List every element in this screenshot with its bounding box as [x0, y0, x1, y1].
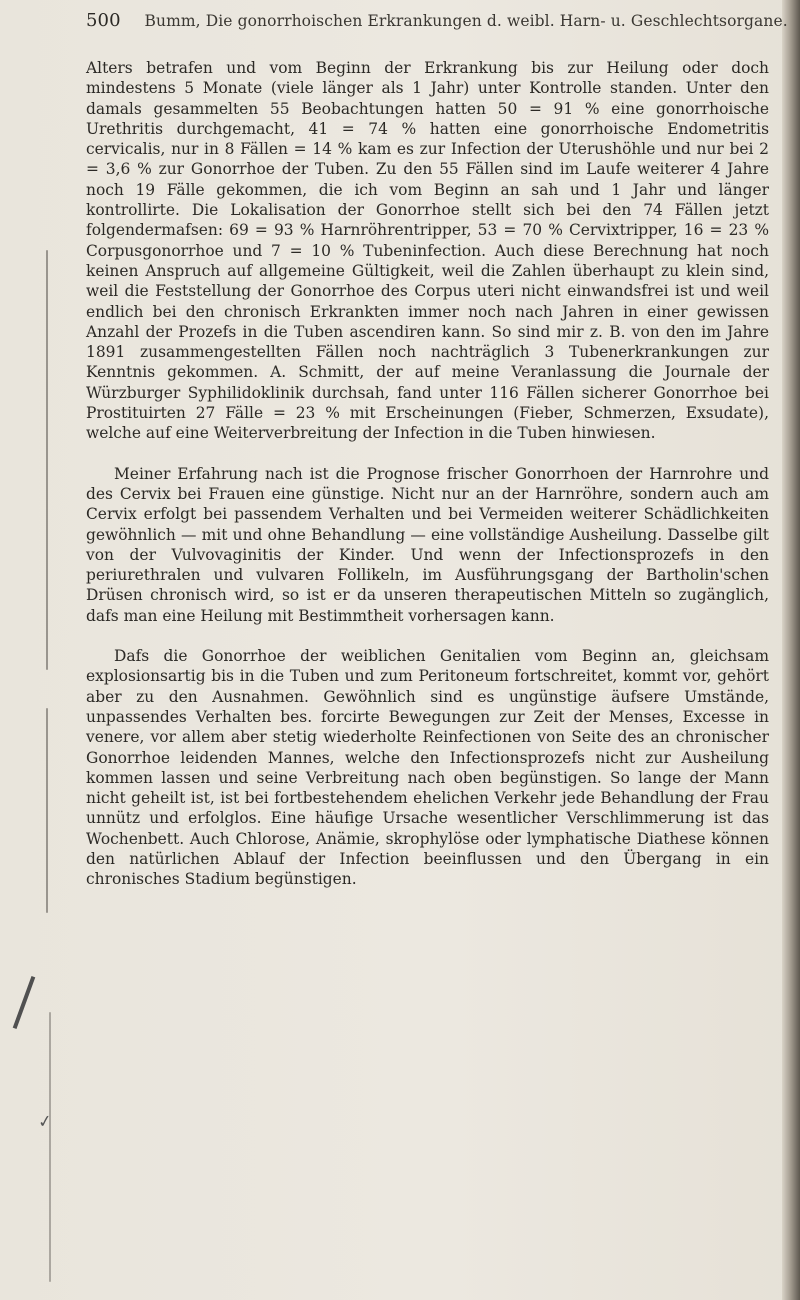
margin-pencil-line — [46, 250, 48, 670]
paragraph-3: Dafs die Gonorrhoe der weiblichen Genitalien vom Beginn an, gleichsam explosionsartig bis in die Tuben und zum Peritoneum fortschreitet, kommt vor, gehört aber zu den Ausnahmen. Gewöhnlich sind es ungünstige äufsere Umstände, unpassendes Verhalten bes. forcirte Bewegungen zur Zeit der Menses, Excesse in venere, vor allem aber stetig wiederholte Reinfectionen von Seite des an chronischer Gonorrhoe leidenden Mannes, welche den Infectionsprozefs nicht zur Ausheilung kommen lassen und seine Verbreitung nach oben begünstigen. So lange der Mann nicht geheilt ist, ist bei fortbestehendem ehelichen Verkehr jede Behandlung der Frau unnütz und erfolglos. Eine häufige Ursache wesentlicher Verschlimmerung ist das Wochenbett. Auch Chlorose, Anämie, skrophylöse oder lymphatische Diathese können den natürlichen Ablauf der Infection beeinflussen und den Übergang in ein chronisches Stadium begünstigen. — [86, 647, 769, 889]
margin-pencil-line-bottom — [49, 1012, 51, 1282]
margin-slash-mark — [13, 976, 36, 1029]
margin-check-mark: ✓ — [36, 1111, 54, 1133]
paragraph-2: Meiner Erfahrung nach ist die Prognose frischer Gonorrhoen der Harnrohre und des Cervix bei Frauen eine günstige. Nicht nur an der Harnröhre, sondern auch am Cervix erfolgt bei passendem Verhalten und bei Vermeiden weiterer Schädlichkeiten gewöhnlich — mit und ohne Behandlung — eine vollständige Ausheilung. Dasselbe gilt von der Vulvovaginitis der Kinder. Und wenn der Infectionsprozefs in den periurethralen und vulvaren Follikeln, im Ausführungsgang der Bartholin'schen Drüsen chronisch wird, so ist er da unseren therapeutischen Mitteln so zugänglich, dafs man eine Heilung mit Bestimmtheit vorhersagen kann. — [86, 464, 769, 625]
paragraph-1: Alters betrafen und vom Beginn der Erkrankung bis zur Heilung oder doch mindestens 5 Monate (viele länger als 1 Jahr) unter Kontrolle standen. Unter den damals gesammelten 55 Beobachtungen hatten 50 = 91 % eine gonorrhoische Urethritis durchgemacht, 41 = 74 % hatten eine gonorrhoische Endometritis cervicalis, nur in 8 Fällen = 14 % kam es zur Infection der Uterushöhle und nur bei 2 = 3,6 % zur Gonorrhoe der Tuben. Zu den 55 Fällen sind im Laufe weiterer 4 Jahre noch 19 Fälle gekommen, die ich vom Beginn an sah und 1 Jahr und länger kontrollirte. Die Lokalisation der Gonorrhoe stellt sich bei den 74 Fällen jetzt folgendermafsen: 69 = 93 % Harnröhrentripper, 53 = 70 % Cervixtripper, 16 = 23 % Corpusgonorrhoe und 7 = 10 % Tubeninfection. Auch diese Berechnung hat noch keinen Anspruch auf allgemeine Gültigkeit, weil die Zahlen überhaupt zu klein sind, weil die Feststellung der Gonorrhoe des Corpus uteri nicht einwandsfrei ist und weil endlich bei den chronisch Erkrankten immer noch nach Jahren in einer gewissen Anzahl der Prozefs in die Tuben ascendiren kann. So sind mir z. B. von den im Jahre 1891 zusammengestellten Fällen noch nachträglich 3 Tubenerkrankungen zur Kenntnis gekommen. A. Schmitt, der auf meine Veranlassung die Journale der Würzburger Syphilidoklinik durchsah, fand unter 116 Fällen sicherer Gonorrhoe bei Prostituirten 27 Fälle = 23 % mit Erscheinungen (Fieber, Schmerzen, Exsudate), welche auf eine Weiterverbreitung der Infection in die Tuben hinwiesen. — [86, 59, 769, 443]
main-text-column — [86, 58, 769, 890]
page-number: 500 — [86, 10, 121, 31]
margin-pencil-line-lower — [46, 708, 48, 913]
running-title: Bumm, Die gonorrhoischen Erkrankungen d. weibl. Harn- u. Geschlechtsorgane. — [144, 12, 788, 30]
page-binding-edge — [782, 0, 800, 1300]
page-header — [86, 10, 788, 31]
